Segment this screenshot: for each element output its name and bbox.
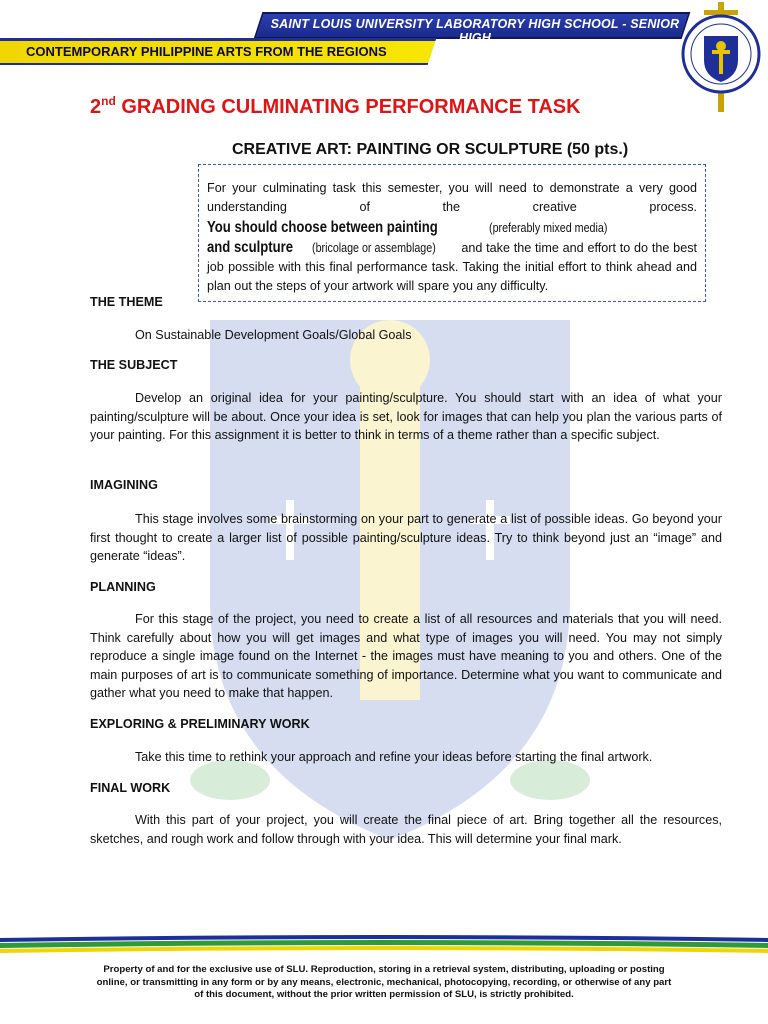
- school-banner: SAINT LOUIS UNIVERSITY LABORATORY HIGH SCHOOL - SENIOR HIGH: [270, 17, 680, 45]
- task-subtitle: CREATIVE ART: PAINTING OR SCULPTURE (50 pts.): [232, 141, 629, 158]
- final-work-text: With this part of your project, you will create the final piece of art. Bring together all the resources, sketches, and rough work and follow through with your idea. This will determine your final mark.: [90, 813, 722, 846]
- school-crest-watermark: [170, 300, 610, 860]
- intro-box: [198, 164, 706, 302]
- subject-heading: THE SUBJECT: [90, 358, 178, 372]
- footer-stripes: [0, 934, 768, 956]
- planning-heading: PLANNING: [90, 580, 156, 594]
- imagining-text: This stage involves some brainstorming on your part to generate a list of possible ideas. Go beyond your first thought to create a larger list of possible painting/sculpture ideas. Try to think beyond just an “image” and generate “ideas”.: [90, 512, 722, 564]
- copyright-line-1: Property of and for the exclusive use of SLU. Reproduction, storing in a retrieval system, distributing, uploading or posting: [103, 964, 665, 975]
- slu-seal-logo: [676, 2, 766, 112]
- imagining-heading: IMAGINING: [90, 478, 158, 492]
- copyright-notice: [70, 964, 698, 1002]
- intro-paragraph: For your culminating task this semester, you will need to demonstrate a very good understanding of the creative process. You should choose between painting (preferably mixed media)and sculpture(bricolage or assemblage) and take the time and effort to do the best job possible with this final performance task. Taking the initial effort to think ahead and plan out the steps of your artwork will spare you any difficulty.: [207, 181, 697, 294]
- page-title: 2nd GRADING CULMINATING PERFORMANCE TASK: [90, 94, 581, 118]
- planning-text: For this stage of the project, you need to create a list of all resources and materials that you will need. Think carefully about how you will get images and what type of images you will need. You may not simply reproduce a single image found on the Internet - the images must have meaning to you and others. One of the main purposes of art is to communicate something of importance. Determine what you want to communicate and gather what you need to make that happen.: [90, 612, 722, 701]
- subject-banner: CONTEMPORARY PHILIPPINE ARTS FROM THE REGIONS: [26, 44, 387, 59]
- copyright-line-3: of this document, without the prior written permission of SLU, is strictly prohibited.: [194, 989, 574, 1001]
- copyright-line-2: online, or transmitting in any form or by any means, electronic, mechanical, photocopying, recording, or otherwise of any part: [96, 976, 672, 988]
- final-work-heading: FINAL WORK: [90, 781, 171, 795]
- theme-text: On Sustainable Development Goals/Global Goals: [135, 328, 412, 342]
- subject-text: Develop an original idea for your painting/sculpture. You should start with an idea of what your painting/sculpture will be about. Once your idea is set, look for images that can help you plan the various parts of your painting. For this assignment it is better to think in terms of a theme rather than a specific subject.: [90, 391, 722, 443]
- exploring-heading: EXPLORING & PRELIMINARY WORK: [90, 717, 310, 731]
- theme-heading: THE THEME: [90, 295, 163, 309]
- exploring-text: Take this time to rethink your approach and refine your ideas before starting the final artwork.: [135, 750, 653, 764]
